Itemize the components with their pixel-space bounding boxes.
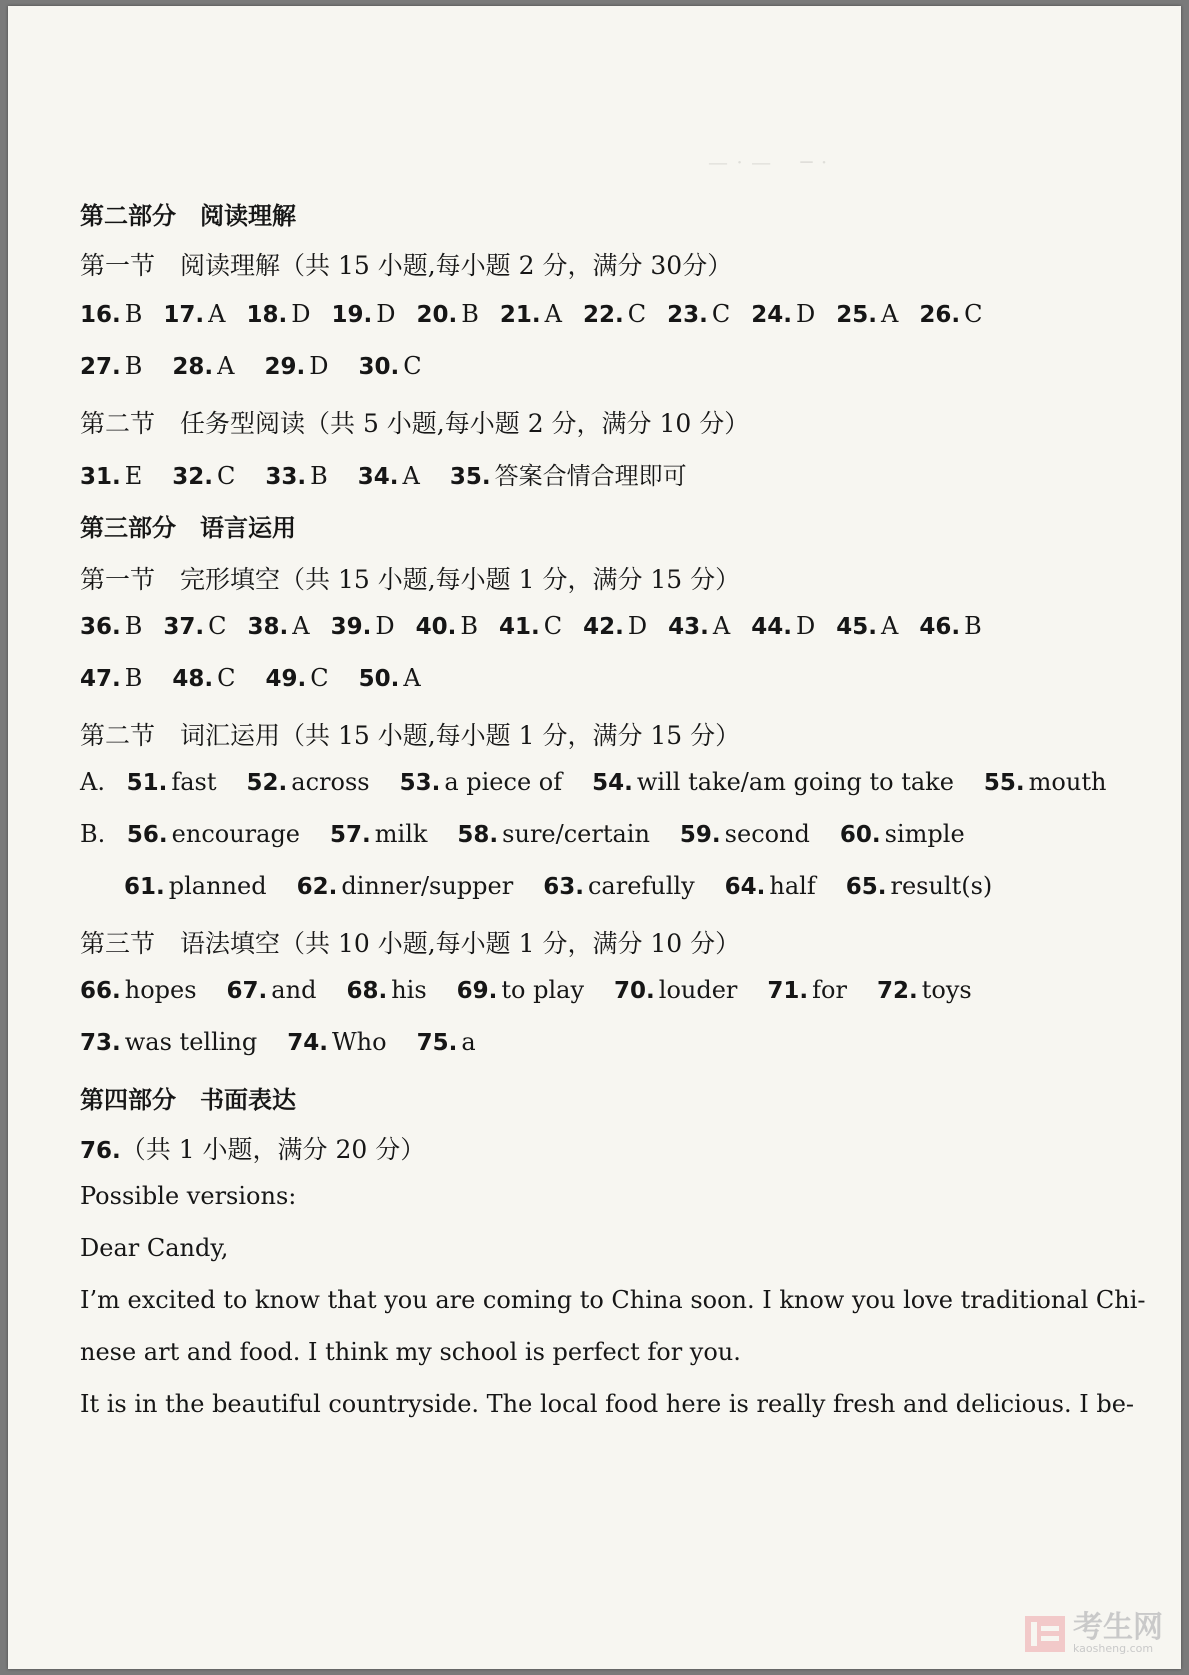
question-number: 42. — [583, 614, 624, 640]
answer-value: E — [124, 462, 143, 490]
answer-item — [767, 976, 847, 1004]
answer-value: will take/am going to take — [636, 768, 954, 796]
answer-item — [331, 300, 395, 328]
answer-value: B — [124, 664, 143, 692]
question-number: 34. — [357, 464, 399, 490]
question-number: 69. — [456, 978, 498, 1004]
answer-item — [80, 352, 142, 380]
answer-item — [247, 768, 370, 796]
question-number: 32. — [172, 464, 214, 490]
part3-sec1-answers-row1 — [80, 612, 1003, 640]
question-number: 29. — [264, 354, 306, 380]
answer-item — [359, 664, 421, 692]
question-number: 26. — [919, 302, 961, 328]
letter-paragraph2-line1: It is in the beautiful countryside. The local food here is really fresh and delicious. I be- — [80, 1390, 1135, 1418]
answer-item — [614, 976, 737, 1004]
answer-item — [163, 300, 225, 328]
question-number: 45. — [836, 614, 877, 640]
answer-value: for — [812, 976, 847, 1004]
part3-title: 第三部分 语言运用 — [80, 514, 296, 542]
answer-value: C — [403, 352, 422, 380]
answer-value: his — [391, 976, 427, 1004]
answer-item — [358, 352, 421, 380]
answer-item — [127, 820, 300, 848]
answer-value: D — [291, 300, 311, 328]
answer-item — [400, 768, 563, 796]
answer-item — [124, 872, 267, 900]
possible-versions-label: Possible versions: — [80, 1182, 297, 1210]
question-number: 61. — [124, 874, 165, 900]
question-number: 33. — [265, 464, 307, 490]
part3-sec2-answers-a — [80, 768, 1136, 796]
question-number: 37. — [163, 614, 205, 640]
part3-sec3-title: 第三节 语法填空（共 10 小题,每小题 1 分，满分 10 分） — [80, 929, 741, 958]
answer-item — [919, 612, 981, 640]
part3-sec2-answers-b — [80, 820, 995, 848]
answer-value: hopes — [124, 976, 197, 1004]
answer-item — [227, 976, 317, 1004]
answer-key-page — [8, 6, 1181, 1669]
question-number: 62. — [296, 874, 338, 900]
answer-item — [877, 976, 972, 1004]
answer-item — [457, 976, 584, 1004]
question-number: 44. — [751, 614, 792, 640]
answer-value: 答案合情合理即可 — [494, 462, 687, 490]
answer-item — [358, 462, 420, 490]
answer-value: D — [309, 352, 329, 380]
answer-value: A — [712, 612, 731, 640]
answer-value: simple — [884, 820, 965, 848]
answer-item — [751, 300, 815, 328]
question-number: 65. — [845, 874, 887, 900]
answer-value: B — [964, 612, 982, 640]
question-number: 52. — [246, 770, 288, 796]
question-number: 57. — [330, 822, 371, 848]
question-number: 16. — [80, 302, 121, 328]
question-number: 72. — [876, 978, 918, 1004]
answer-item — [80, 976, 197, 1004]
question-number: 54. — [592, 770, 633, 796]
question-number: 51. — [126, 770, 168, 796]
question-number: 19. — [331, 302, 373, 328]
bleed-through-text — [338, 194, 662, 231]
answer-value: C — [964, 300, 983, 328]
question-number: 67. — [226, 978, 268, 1004]
answer-item — [246, 300, 310, 328]
answer-item — [416, 300, 478, 328]
answer-value: toys — [921, 976, 972, 1004]
answer-value: across — [291, 768, 370, 796]
answer-item — [265, 462, 327, 490]
answer-item — [172, 352, 234, 380]
answer-value: a — [461, 1028, 476, 1056]
answer-item — [592, 768, 954, 796]
kaosheng-logo-icon — [1023, 1614, 1067, 1654]
answer-value: B — [461, 300, 479, 328]
letter-greeting: Dear Candy, — [80, 1234, 229, 1262]
question-number: 68. — [346, 978, 388, 1004]
question-number: 53. — [399, 770, 441, 796]
question-number: 58. — [457, 822, 499, 848]
answer-value: louder — [658, 976, 738, 1004]
answer-item — [836, 300, 898, 328]
question-number: 41. — [499, 614, 540, 640]
answer-item — [984, 768, 1107, 796]
answer-value: sure/certain — [502, 820, 650, 848]
answer-item — [668, 612, 730, 640]
answer-value: B — [124, 612, 143, 640]
part3-sec3-answers-row1 — [80, 976, 1002, 1004]
answer-value: dinner/supper — [341, 872, 514, 900]
answer-value: B — [124, 352, 143, 380]
answer-value: B — [460, 612, 478, 640]
answer-item — [499, 612, 562, 640]
answer-value: milk — [374, 820, 428, 848]
q76-header — [80, 1130, 425, 1166]
question-number: 20. — [416, 302, 458, 328]
answer-item — [416, 612, 478, 640]
question-number: 27. — [80, 354, 121, 380]
answer-item — [583, 612, 647, 640]
answer-value: C — [217, 462, 236, 490]
answer-item — [840, 820, 965, 848]
question-number: 50. — [358, 666, 400, 692]
part2-sec1-answers-row2 — [80, 352, 452, 380]
letter-paragraph1-line1: I’m excited to know that you are coming to China soon. I know you love traditional Chi- — [80, 1286, 1146, 1314]
question-number: 59. — [679, 822, 721, 848]
answer-value: D — [376, 300, 396, 328]
question-number: 30. — [358, 354, 400, 380]
answer-item — [751, 612, 815, 640]
q76-text: （共 1 小题，满分 20 分） — [120, 1135, 426, 1164]
answer-item — [667, 300, 730, 328]
part3-sec2-answers-c — [124, 872, 1022, 900]
question-number: 40. — [415, 614, 457, 640]
answer-item — [80, 300, 142, 328]
question-number: 28. — [172, 354, 214, 380]
part3-sec2-title: 第二节 词汇运用（共 15 小题,每小题 1 分，满分 15 分） — [80, 721, 741, 750]
part4-title: 第四部分 书面表达 — [80, 1086, 296, 1114]
question-number: 18. — [246, 302, 288, 328]
part3-sec1-title: 第一节 完形填空（共 15 小题,每小题 1 分，满分 15 分） — [80, 565, 741, 594]
question-number: 71. — [767, 978, 809, 1004]
answer-item — [583, 300, 646, 328]
answer-value: D — [795, 612, 816, 640]
part2-sec2-title: 第二节 任务型阅读（共 5 小题,每小题 2 分，满分 10 分） — [80, 409, 750, 438]
answer-value: A — [292, 612, 310, 640]
answer-value: C — [627, 300, 647, 328]
question-number: 63. — [543, 874, 584, 900]
question-number: 74. — [287, 1030, 328, 1056]
letter-paragraph1-line2: nese art and food. I think my school is perfect for you. — [80, 1338, 741, 1366]
answer-value: B — [124, 300, 143, 328]
question-number: 75. — [416, 1030, 458, 1056]
answer-item — [172, 664, 235, 692]
answer-value: A — [403, 664, 421, 692]
watermark — [1023, 1610, 1163, 1655]
question-number: 56. — [126, 822, 168, 848]
answer-item — [330, 820, 427, 848]
answer-item — [846, 872, 993, 900]
watermark-text: 考生网 — [1073, 1610, 1163, 1645]
question-number: 66. — [80, 978, 121, 1004]
question-number: 17. — [163, 302, 205, 328]
question-number: 48. — [172, 666, 214, 692]
part3-sec1-answers-row2 — [80, 664, 451, 692]
answer-value: A — [208, 300, 226, 328]
answer-value: C — [217, 664, 236, 692]
part2-title: 第二部分 阅读理解 — [80, 202, 296, 230]
part2-sec1-answers-row1 — [80, 300, 1003, 328]
question-number: 43. — [668, 614, 709, 640]
answer-value: C — [208, 612, 227, 640]
answer-item — [725, 872, 816, 900]
question-number: 22. — [582, 302, 624, 328]
question-number: 39. — [330, 614, 372, 640]
answer-item — [80, 664, 142, 692]
answer-item — [543, 872, 694, 900]
answer-value: result(s) — [890, 872, 993, 900]
answer-item — [80, 1028, 257, 1056]
question-number: 60. — [839, 822, 881, 848]
question-number: 55. — [983, 770, 1025, 796]
answer-item — [919, 300, 982, 328]
answer-item — [266, 664, 329, 692]
answer-item — [346, 976, 426, 1004]
answer-value: C — [310, 664, 329, 692]
answer-value: A — [217, 352, 235, 380]
answer-value: and — [271, 976, 317, 1004]
part2-sec1-title: 第一节 阅读理解（共 15 小题,每小题 2 分，满分 30分） — [80, 251, 733, 280]
answer-value: A — [880, 300, 899, 328]
question-number: 38. — [247, 614, 289, 640]
bleed-through-text: — · — ─ · — [708, 150, 829, 174]
answer-item — [500, 300, 562, 328]
answer-value: to play — [501, 976, 585, 1004]
question-number: 47. — [80, 666, 121, 692]
watermark-url: kaosheng.com — [1073, 1642, 1154, 1655]
answer-item — [331, 612, 395, 640]
answer-value: C — [711, 300, 731, 328]
answer-value: D — [627, 612, 648, 640]
answer-item — [80, 612, 142, 640]
part3-sec3-answers-row2 — [80, 1028, 506, 1056]
answer-item — [127, 768, 217, 796]
answer-item — [287, 1028, 386, 1056]
answer-value: second — [724, 820, 810, 848]
answer-value: A — [880, 612, 899, 640]
answer-item — [172, 462, 235, 490]
question-number: 73. — [80, 1030, 121, 1056]
part2-sec2-answers — [80, 456, 717, 491]
question-number: 35. — [449, 464, 491, 490]
question-number: 49. — [265, 666, 307, 692]
question-number: 70. — [614, 978, 655, 1004]
question-number: 23. — [667, 302, 708, 328]
answer-value: mouth — [1028, 768, 1107, 796]
answer-value: D — [375, 612, 395, 640]
question-number: 24. — [751, 302, 792, 328]
answer-item — [297, 872, 514, 900]
answer-item — [417, 1028, 476, 1056]
answer-value: fast — [171, 768, 217, 796]
answer-value: Who — [332, 1028, 387, 1056]
row-prefix: B. — [80, 820, 106, 848]
answer-value: half — [769, 872, 816, 900]
answer-value: encourage — [171, 820, 301, 848]
answer-item — [80, 462, 142, 490]
question-number: 25. — [836, 302, 877, 328]
question-number: 21. — [499, 302, 541, 328]
row-prefix: A. — [80, 768, 105, 796]
answer-item — [680, 820, 810, 848]
answer-value: A — [544, 300, 562, 328]
question-number: 46. — [919, 614, 961, 640]
q76-number: 76. — [80, 1138, 121, 1164]
answer-item — [248, 612, 310, 640]
question-number: 31. — [80, 464, 121, 490]
answer-item — [163, 612, 226, 640]
answer-value: carefully — [587, 872, 695, 900]
answer-item — [457, 820, 650, 848]
answer-item — [264, 352, 328, 380]
answer-value: a piece of — [444, 768, 563, 796]
answer-value: C — [543, 612, 563, 640]
answer-value: A — [402, 462, 420, 490]
answer-item — [450, 456, 687, 491]
answer-value: B — [310, 462, 328, 490]
question-number: 64. — [724, 874, 766, 900]
answer-value: D — [795, 300, 816, 328]
answer-value: was telling — [124, 1028, 258, 1056]
question-number: 36. — [80, 614, 121, 640]
answer-value: planned — [168, 872, 267, 900]
answer-item — [836, 612, 898, 640]
